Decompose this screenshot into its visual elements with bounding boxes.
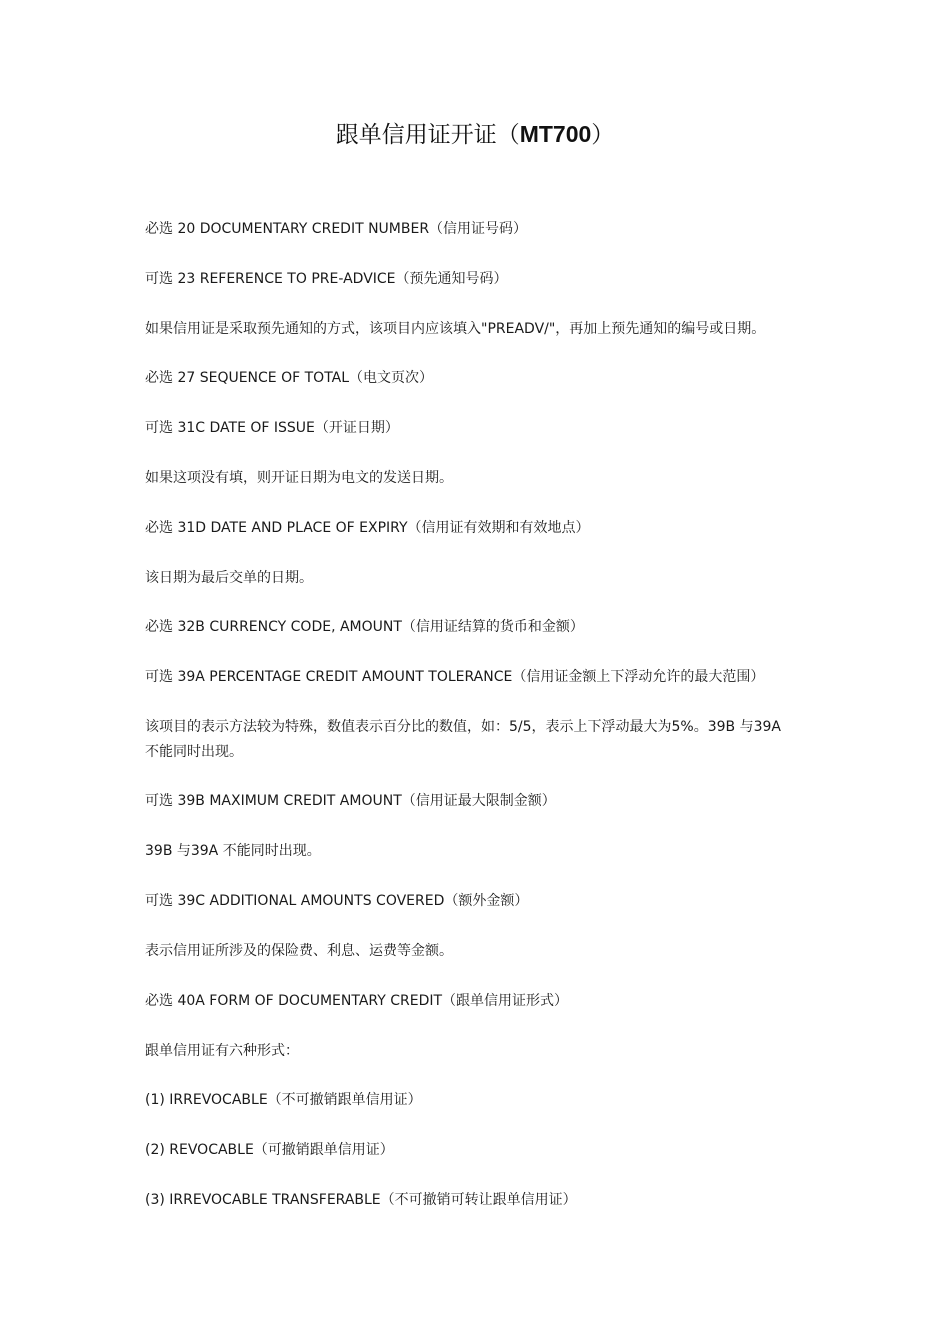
title-text: 跟单信用证开证（ <box>335 122 520 148</box>
field-20-line: 必选 20 DOCUMENTARY CREDIT NUMBER（信用证号码） <box>145 221 528 237</box>
page-title <box>0 118 950 151</box>
field-31d-note: 该日期为最后交单的日期。 <box>145 570 313 586</box>
field-39b-line: 可选 39B MAXIMUM CREDIT AMOUNT（信用证最大限制金额） <box>145 793 556 809</box>
field-39b-note: 39B 与39A 不能同时出现。 <box>145 843 321 859</box>
field-40a-note: 跟单信用证有六种形式： <box>145 1043 299 1059</box>
field-32b-line: 必选 32B CURRENCY CODE, AMOUNT（信用证结算的货币和金额） <box>145 619 584 635</box>
title-end: ） <box>591 122 615 148</box>
field-23-note: 如果信用证是采取预先通知的方式，该项目内应该填入"PREADV/"，再加上预先通知的编号或日期。 <box>145 321 766 337</box>
field-27-line: 必选 27 SEQUENCE OF TOTAL（电文页次） <box>145 370 434 386</box>
form-item-1: (1) IRREVOCABLE（不可撤销跟单信用证） <box>145 1092 422 1108</box>
field-39a-line: 可选 39A PERCENTAGE CREDIT AMOUNT TOLERANCE（信用证金额上下浮动允许的最大范围） <box>145 669 765 685</box>
field-39a-note: 该项目的表示方法较为特殊，数值表示百分比的数值，如：5/5，表示上下浮动最大为5%。39B 与39A <box>145 719 781 735</box>
field-31d-line: 必选 31D DATE AND PLACE OF EXPIRY（信用证有效期和有效地点） <box>145 520 590 536</box>
field-39c-line: 可选 39C ADDITIONAL AMOUNTS COVERED（额外金额） <box>145 893 529 909</box>
field-31c-note: 如果这项没有填，则开证日期为电文的发送日期。 <box>145 470 453 486</box>
field-31c-line: 可选 31C DATE OF ISSUE（开证日期） <box>145 420 399 436</box>
field-23-line: 可选 23 REFERENCE TO PRE-ADVICE（预先通知号码） <box>145 271 508 287</box>
title-code: MT700 <box>519 121 592 147</box>
form-item-2: (2) REVOCABLE（可撤销跟单信用证） <box>145 1142 394 1158</box>
field-40a-line: 必选 40A FORM OF DOCUMENTARY CREDIT（跟单信用证形式） <box>145 993 569 1009</box>
field-39a-note-cont: 不能同时出现。 <box>145 744 243 760</box>
form-item-3: (3) IRREVOCABLE TRANSFERABLE（不可撤销可转让跟单信用证） <box>145 1192 577 1208</box>
field-39c-note: 表示信用证所涉及的保险费、利息、运费等金额。 <box>145 943 453 959</box>
